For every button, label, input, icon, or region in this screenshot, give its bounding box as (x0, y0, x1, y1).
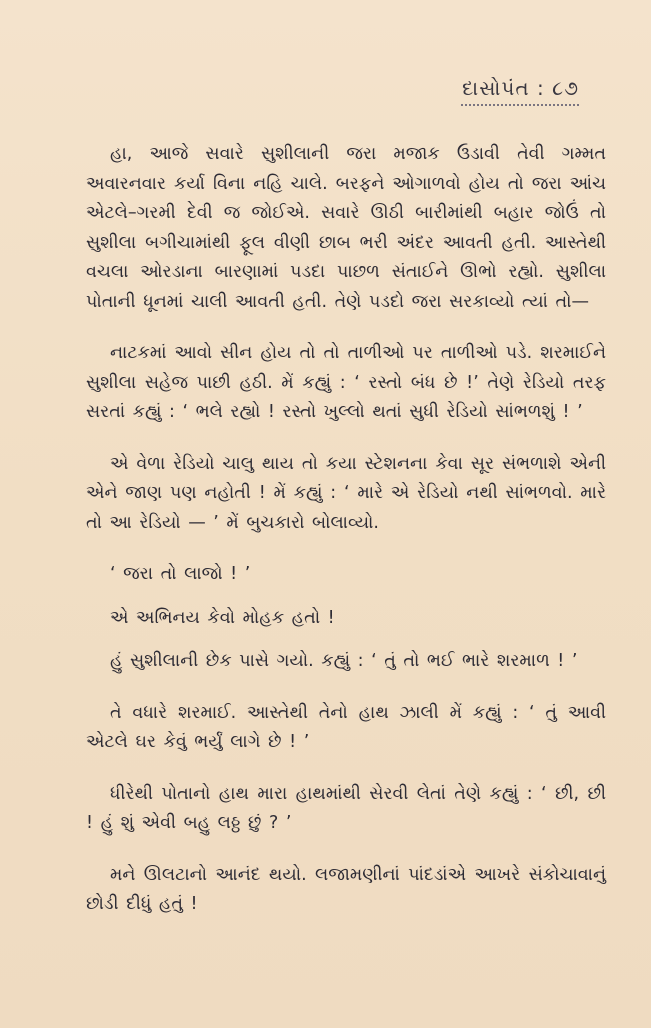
paragraph: એ અભિનય કેવો મોહક હતો ! (110, 607, 335, 628)
running-header: દાસોપંત : ૮૭ (462, 76, 579, 100)
paragraph: નાટકમાં આવો સીન હોય તો તો તાળીઓ પર તાળીઓ પડે. શરમાઈને સુશીલા સહેજ પાછી હઠી. મેં કહ્યું : ‘ રસ્તો બંધ છે !’ તેણે રેડિયો તરફ સરતાં કહ્યું : ‘ ભલે રહ્યો ! રસ્તો ખુલ્લો થતાં સુધી રેડિયો સાંભળશું ! ’ (86, 343, 606, 422)
body-text (86, 140, 606, 942)
paragraph: મને ઊલટાનો આનંદ થયો. લજામણીનાં પાંદડાંએ આખરે સંકોચાવાનું છોડી દીધું હતું ! (86, 864, 606, 914)
paragraph: એ વેળા રેડિયો ચાલુ થાય તો કયા સ્ટેશનના કેવા સૂર સંભળાશે એની એને જાણ પણ નહોતી ! મેં કહ્યું : ‘ મારે એ રેડિયો નથી સાંભળવો. મારે તો આ રેડિયો — ’ મેં બુચકારો બોલાવ્યો. (86, 453, 606, 533)
paragraph: હું સુશીલાની છેક પાસે ગયો. કહ્યું : ‘ તું તો ભઈ ભારે શરમાળ ! ’ (110, 651, 578, 671)
page-header-block (461, 76, 579, 106)
paragraph: તે વધારે શરમાઈ. આસ્તેથી તેનો હાથ ઝાલી મેં કહ્યું : ‘ તું આવી એટલે ઘર કેવું ભર્યું લાગે છે ! ’ (86, 702, 606, 752)
paragraph: હા, આજે સવારે સુશીલાની જરા મજાક ઉડાવી તેવી ગમ્મત અવારનવાર કર્યા વિના નહિ ચાલે. બરફને ઓગાળવો હોય તો જરા આંચ એટલે–ગરમી દેવી જ જોઈએ. સવારે ઊઠી બારીમાંથી બહાર જોઉં તો સુશીલા બગીચામાંથી ફૂલ વીણી છાબ ભરી અંદર આવતી હતી. આસ્તેથી વચલા ઓરડાના બારણામાં પડદા પાછળ સંતાઈને ઊભો રહ્યો. સુશીલા પોતાની ધૂનમાં ચાલી આવતી હતી. તેણે પડદો જરા સરકાવ્યો ત્યાં તો— (86, 144, 606, 312)
paragraph: ધીરેથી પોતાનો હાથ મારા હાથમાંથી સેરવી લેતાં તેણે કહ્યું : ‘ છી, છી ! હું શું એવી બહુ લઠ્ઠ છું ? ’ (86, 783, 606, 833)
paragraph: ‘ જરા તો લાજો ! ’ (110, 564, 251, 584)
header-dotted-rule (461, 104, 579, 106)
